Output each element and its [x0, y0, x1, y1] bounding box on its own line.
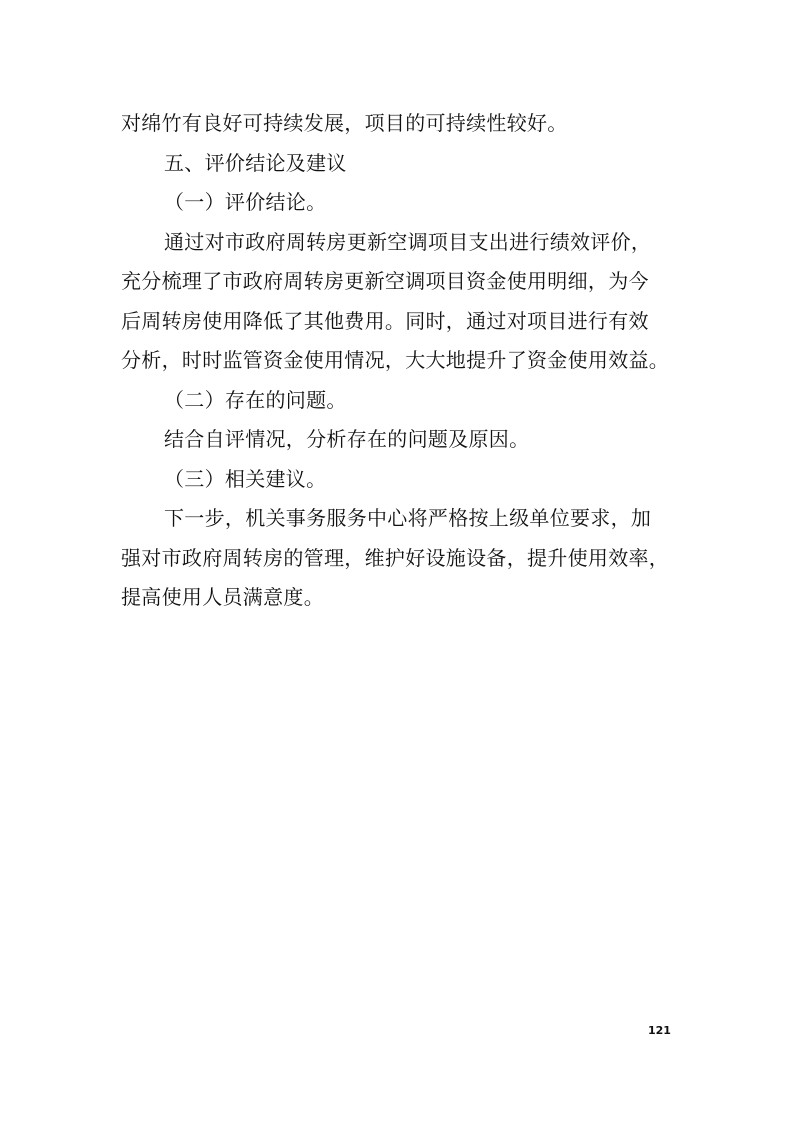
- subsection-heading: （三）相关建议。: [164, 466, 327, 491]
- page-number: 121: [648, 1024, 671, 1037]
- text-line: 充分梳理了市政府周转房更新空调项目资金使用明细，为今: [121, 269, 649, 293]
- subsection-heading: （二）存在的问题。: [164, 387, 347, 412]
- section-heading: 五、评价结论及建议: [164, 150, 347, 175]
- text-line: 通过对市政府周转房更新空调项目支出进行绩效评价，: [164, 229, 652, 254]
- text-line: 对绵竹有良好可持续发展，项目的可持续性较好。: [121, 111, 568, 135]
- text-line: 分析，时时监管资金使用情况，大大地提升了资金使用效益。: [121, 348, 670, 372]
- body-text: [121, 104, 681, 618]
- text-line: 下一步，机关事务服务中心将严格按上级单位要求，加: [164, 506, 652, 530]
- text-line: 强对市政府周转房的管理，维护好设施设备，提升使用效率，: [121, 545, 670, 570]
- subsection-heading: （一）评价结论。: [164, 190, 327, 214]
- text-line: 结合自评情况，分析存在的问题及原因。: [164, 427, 530, 451]
- text-line: 后周转房使用降低了其他费用。同时，通过对项目进行有效: [121, 308, 649, 333]
- text-line: 提高使用人员满意度。: [121, 585, 324, 609]
